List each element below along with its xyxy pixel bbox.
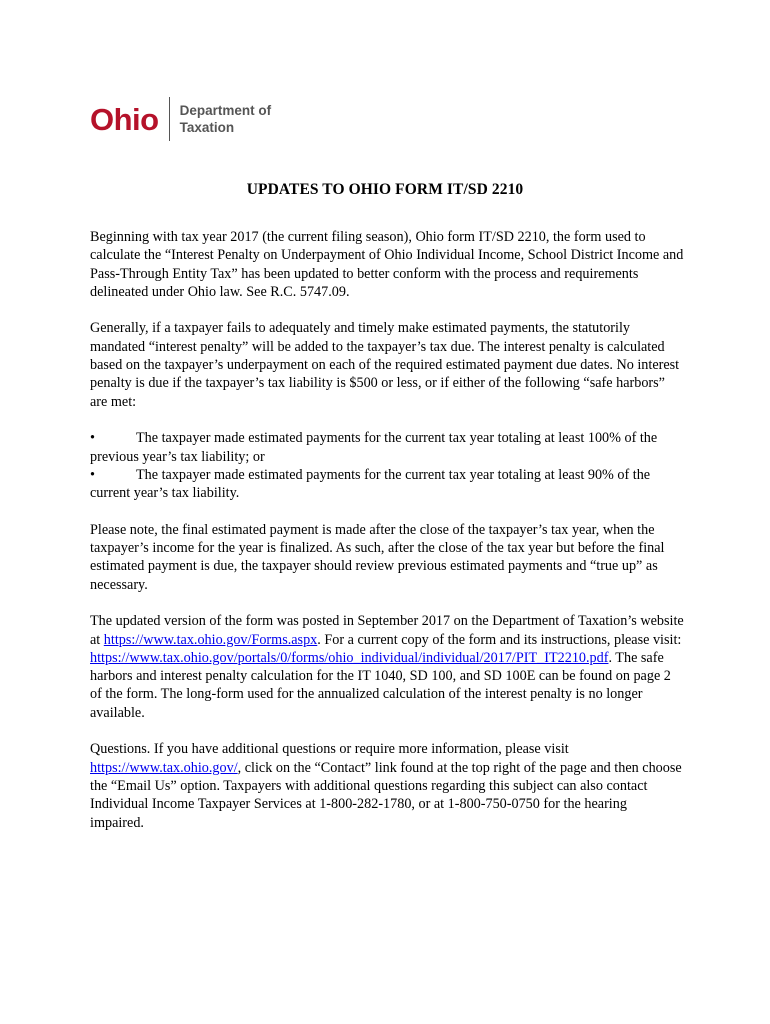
text-segment: . The safe harbors and interest penalty calculation for the IT 1040, SD 100, and SD 100E can be found on page 2 of the form. The long-form used for the annualized calculation of the interest penalty is no longer available.: [90, 649, 671, 721]
safe-harbor-list: [90, 429, 684, 502]
list-item-text: The taxpayer made estimated payments for the current tax year totaling at least 100% of the previous year’s tax liability; or: [90, 430, 658, 465]
bullet-marker: •: [90, 466, 95, 483]
text-segment: , click on the “Contact” link found at the top right of the page and then choose the “Email Us” option. Taxpayers with additional questions regarding this subject can also contact Individual Income Taxpayer Services at 1-800-282-1780, or at 1-800-750-0750 for the hearing impaired.: [90, 759, 682, 831]
document-body: [90, 228, 684, 850]
text-segment: . For a current copy of the form and its instructions, please visit:: [317, 631, 682, 648]
text-segment: The updated version of the form was posted in September 2017 on the Department of Taxation’s website at: [90, 613, 684, 648]
ohio-taxation-logo: [90, 96, 271, 142]
forms-page-link[interactable]: https://www.tax.ohio.gov/Forms.aspx: [103, 631, 318, 648]
paragraph-questions: [90, 740, 684, 831]
list-item: [90, 429, 684, 466]
department-line-1: Department of: [179, 103, 272, 118]
paragraph-intro: Beginning with tax year 2017 (the current filing season), Ohio form IT/SD 2210, the form used to calculate the “Interest Penalty on Underpayment of Ohio Individual Income, School District Income and Pass-Through Entity Tax” has been updated to better conform with the process and requirements delineated under Ohio law. See R.C. 5747.09.: [90, 229, 684, 300]
paragraph-final-payment: Please note, the final estimated payment is made after the close of the taxpayer’s tax year, when the taxpayer’s income for the year is finalized. As such, after the close of the tax year but before the final estimated payment is due, the taxpayer should review previous estimated payments and “true up” as necessary.: [90, 521, 665, 593]
bullet-marker: •: [90, 430, 95, 447]
ohio-wordmark: Ohio: [90, 101, 159, 137]
list-item: [90, 466, 684, 503]
list-item-text: The taxpayer made estimated payments for the current tax year totaling at least 90% of the current year’s tax liability.: [90, 466, 651, 502]
logo-divider: [169, 97, 170, 141]
paragraph-updated-form: [90, 612, 684, 722]
text-segment: Questions. If you have additional questions or require more information, please visit: [90, 741, 569, 758]
department-name: [180, 102, 272, 136]
it2210-pdf-link[interactable]: https://www.tax.ohio.gov/portals/0/forms/ohio_individual/individual/2017/PIT_IT2210.pdf: [90, 649, 609, 666]
page-title: UPDATES TO OHIO FORM IT/SD 2210: [246, 181, 524, 198]
tax-homepage-link[interactable]: https://www.tax.ohio.gov/: [90, 759, 238, 776]
paragraph-interest-penalty: Generally, if a taxpayer fails to adequately and timely make estimated payments, the statutorily mandated “interest penalty” will be added to the taxpayer’s tax due. The interest penalty is calculated based on the taxpayer’s underpayment on each of the required estimated payment due dates. No interest penalty is due if the taxpayer’s tax liability is $500 or less, or if either of the following “safe harbors” are met:: [90, 320, 680, 410]
department-line-2: Taxation: [179, 120, 235, 135]
